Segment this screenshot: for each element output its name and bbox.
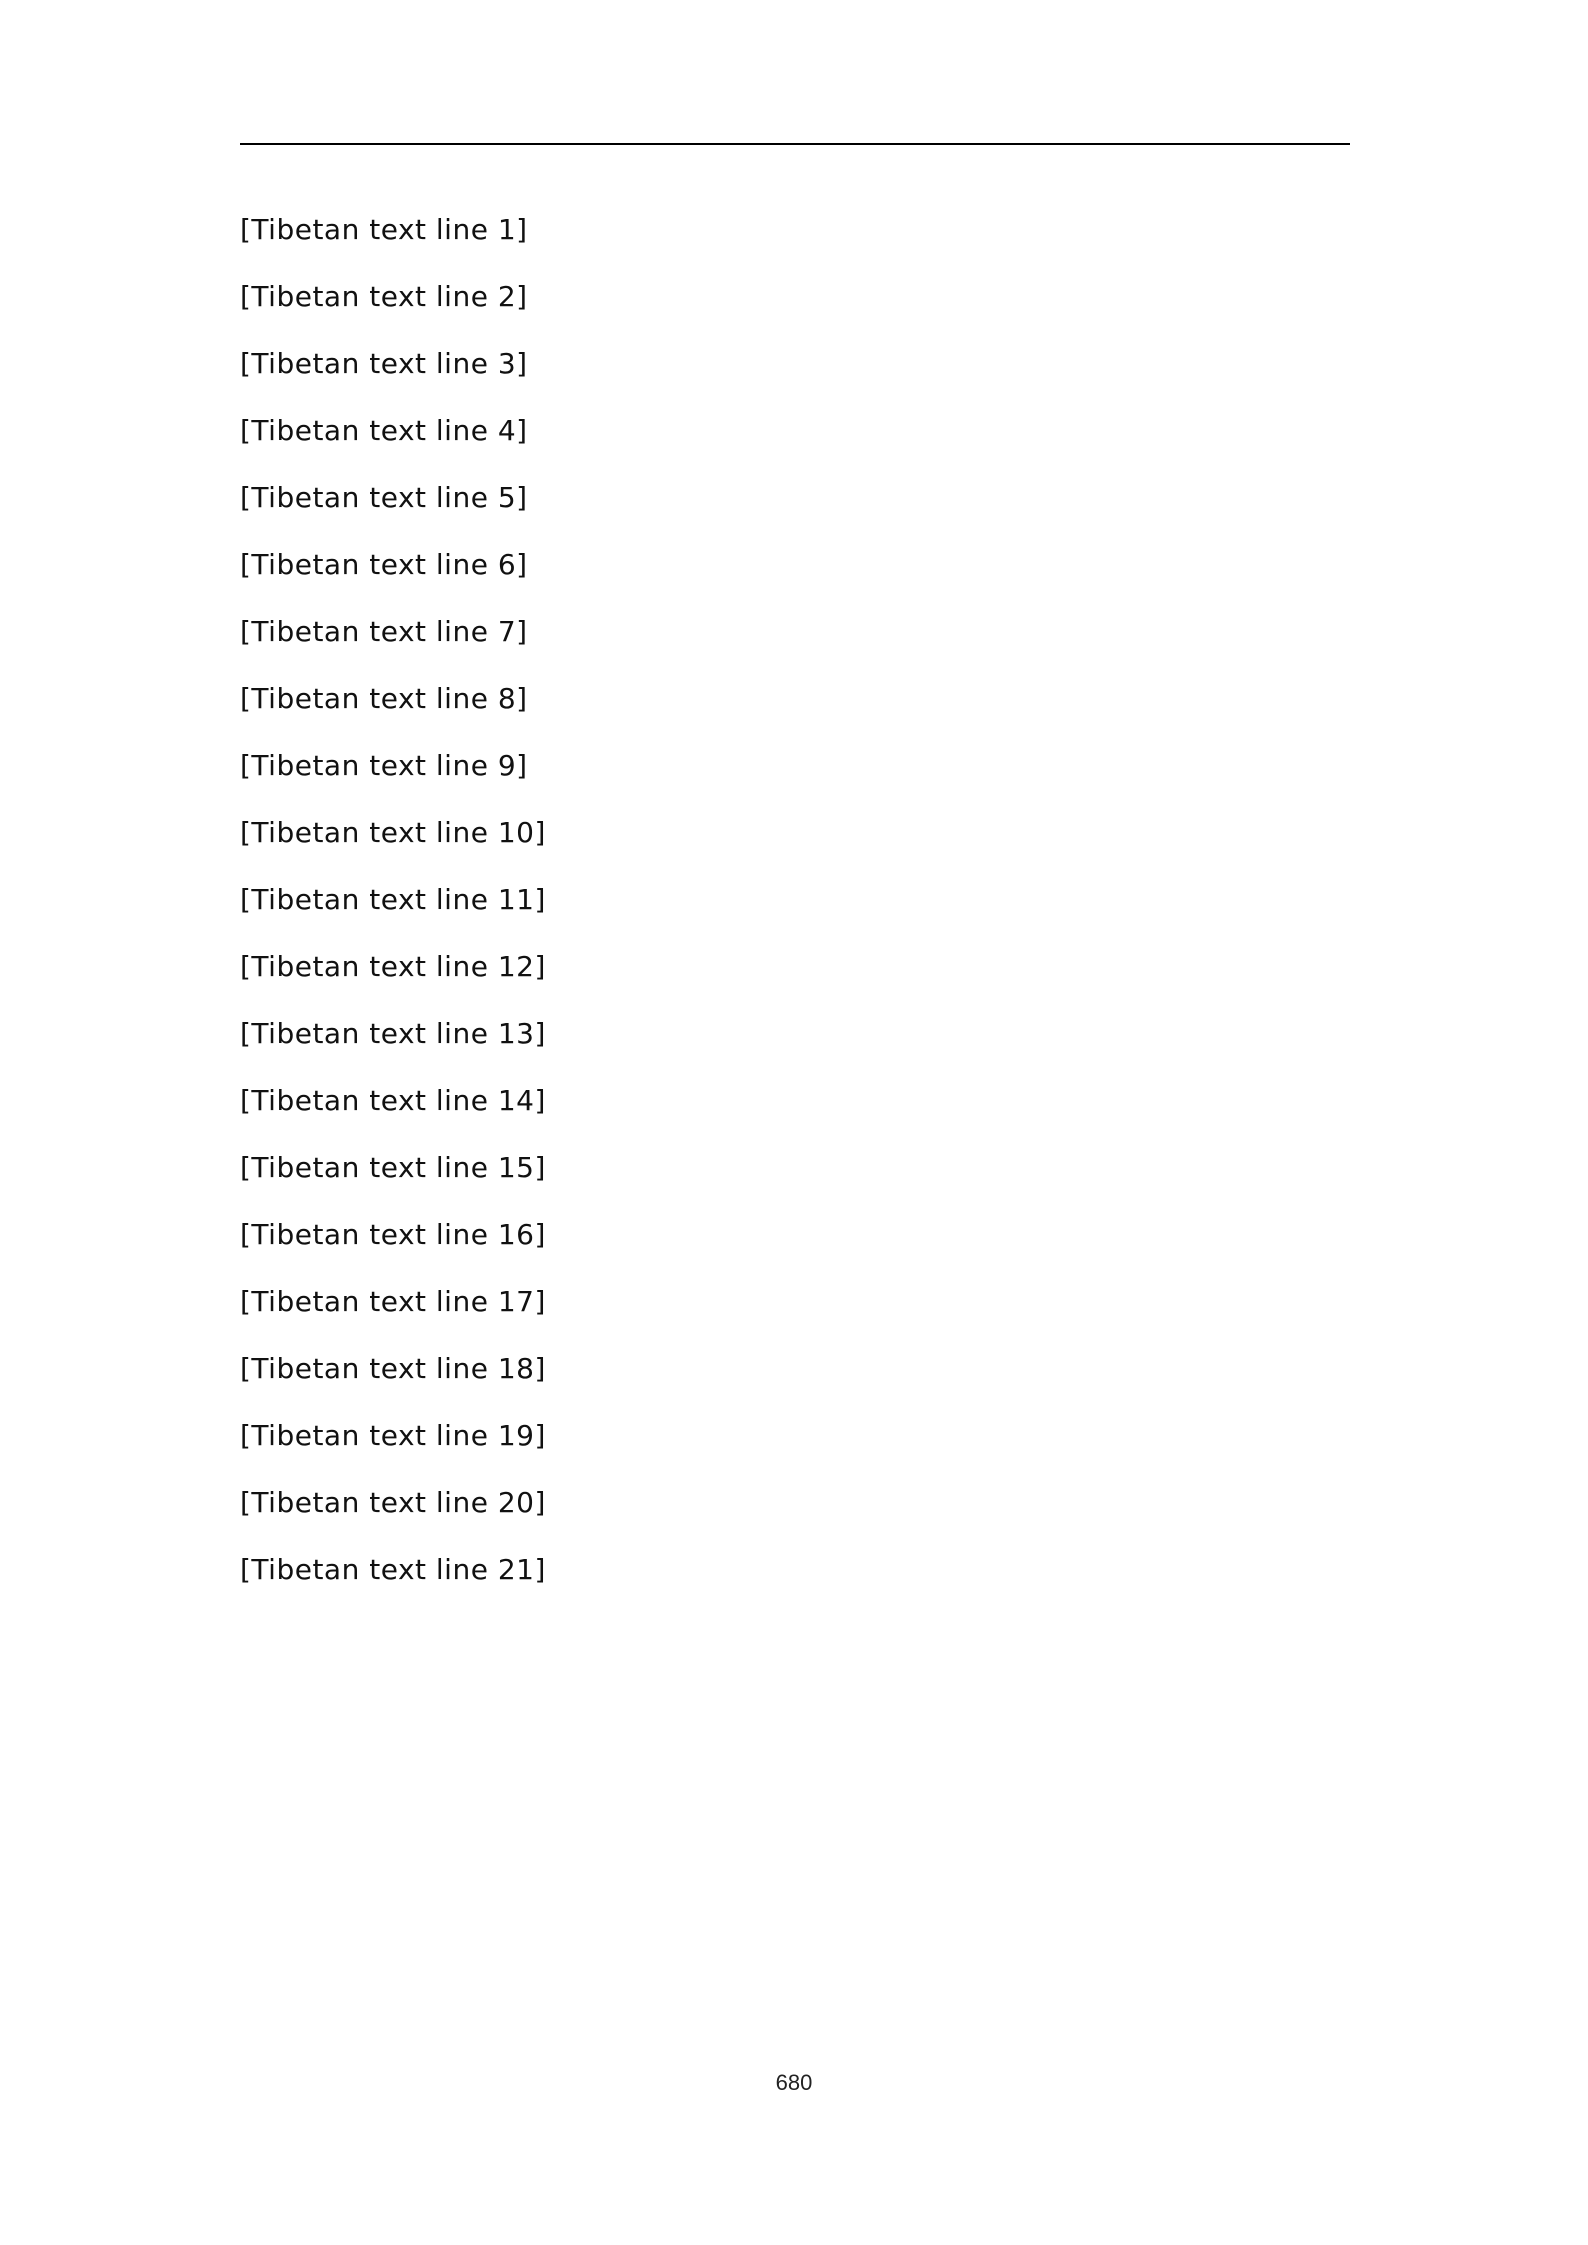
body-text [240, 196, 1350, 1603]
text-line: [Tibetan text line 17] [240, 1285, 546, 1318]
text-line: [Tibetan text line 1] [240, 213, 528, 246]
text-line: [Tibetan text line 6] [240, 548, 528, 581]
text-line: [Tibetan text line 10] [240, 816, 546, 849]
text-line: [Tibetan text line 21] [240, 1553, 546, 1586]
text-line: [Tibetan text line 4] [240, 414, 528, 447]
text-line: [Tibetan text line 12] [240, 950, 546, 983]
text-line: [Tibetan text line 2] [240, 280, 528, 313]
text-line: [Tibetan text line 19] [240, 1419, 546, 1452]
text-line: [Tibetan text line 15] [240, 1151, 546, 1184]
text-line: [Tibetan text line 11] [240, 883, 546, 916]
header-rule [240, 143, 1350, 145]
text-line: [Tibetan text line 14] [240, 1084, 546, 1117]
text-line: [Tibetan text line 8] [240, 682, 528, 715]
text-line: [Tibetan text line 3] [240, 347, 528, 380]
text-line: [Tibetan text line 9] [240, 749, 528, 782]
text-line: [Tibetan text line 13] [240, 1017, 546, 1050]
text-line: [Tibetan text line 16] [240, 1218, 546, 1251]
page-number: 680 [775, 2070, 813, 2095]
text-line: [Tibetan text line 5] [240, 481, 528, 514]
text-line: [Tibetan text line 20] [240, 1486, 546, 1519]
text-line: [Tibetan text line 7] [240, 615, 528, 648]
text-line: [Tibetan text line 18] [240, 1352, 546, 1385]
